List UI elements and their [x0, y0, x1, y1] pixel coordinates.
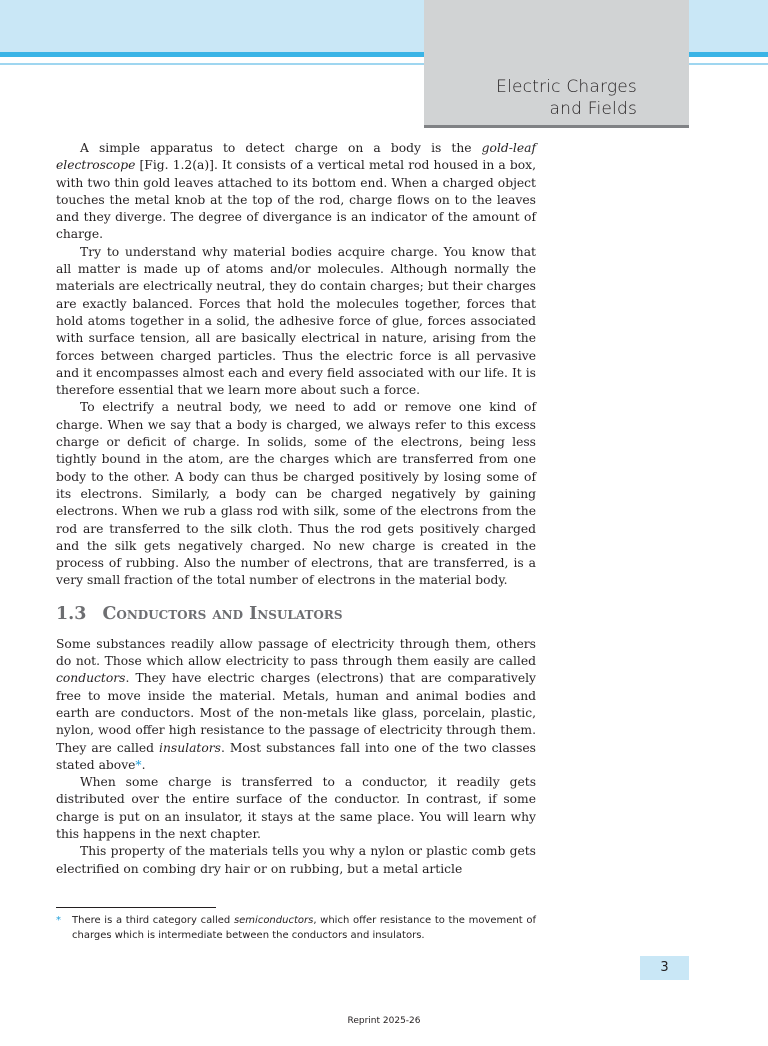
paragraph-comb: This property of the materials tells you why a nylon or plastic comb gets electrified on combing dry hair or on rubbing, but a metal article — [56, 844, 536, 876]
chapter-title-line2: and Fields — [549, 99, 637, 119]
chapter-title-line1: Electric Charges — [496, 77, 637, 97]
chapter-title — [496, 76, 637, 120]
footnote-text: There is a third category called semiconductors, which offer resistance to the movement of charges which is intermediate between the conductors and insulators. — [72, 915, 536, 941]
page-content — [56, 140, 536, 878]
paragraph-electroscope: A simple apparatus to detect charge on a body is the gold-leaf electroscope [Fig. 1.2(a)]. It consists of a vertical metal rod housed in a box, with two thin gold leaves attached to its bottom end. When a charged object touches the metal knob at the top of the rod, charge flows on to the leaves and they diverge. The degree of divergance is an indicator of the amount of charge. — [56, 141, 536, 242]
paragraph-charge-distribution: When some charge is transferred to a conductor, it readily gets distributed over the entire surface of the conductor. In contrast, if some charge is put on an insulator, it stays at the same place. You will learn why this happens in the next chapter. — [56, 775, 536, 841]
footnote-divider — [56, 907, 216, 908]
section-number: 1.3 — [56, 603, 87, 624]
term-semiconductors: semiconductors — [233, 915, 314, 926]
paragraph-electrify: To electrify a neutral body, we need to add or remove one kind of charge. When we say that a body is charged, we always refer to this excess charge or deficit of charge. In solids, some of the electrons, being less tightly bound in the atom, are the charges which are transferred from one body to the other. A body can thus be charged positively by losing some of its electrons. Similarly, a body can be charged negatively by gaining electrons. When we rub a glass rod with silk, some of the electrons from the rod are transferred to the silk cloth. Thus the rod gets positively charged and the silk gets negatively charged. No new charge is created in the process of rubbing. Also the number of electrons, that are transferred, is a very small fraction of the total number of electrons in the material body. — [56, 400, 536, 588]
footnote — [56, 913, 536, 943]
term-insulators: insulators — [159, 740, 221, 755]
section-title: Conductors and Insulators — [102, 603, 343, 624]
paragraph-why-charge: Try to understand why material bodies acquire charge. You know that all matter is made up of atoms and/or molecules. Although normally the materials are electrically neutral, they do contain charges; but their charges are exactly balanced. Forces that hold the molecules together, forces that hold atoms together in a solid, the adhesive force of glue, forces associated with surface tension, all are basically electrical in nature, arising from the forces between charged particles. Thus the electric force is all pervasive and it encompasses almost each and every field associated with our life. It is therefore essential that we learn more about such a force. — [56, 244, 536, 398]
footnote-mark: * — [56, 915, 61, 926]
term-gold-leaf-electroscope: gold-leaf electroscope — [56, 141, 536, 173]
page-number: 3 — [640, 956, 689, 980]
term-conductors: conductors — [56, 671, 126, 686]
chapter-header-box — [424, 0, 689, 128]
footnote-reference[interactable]: * — [135, 757, 142, 772]
paragraph-conductors: Some substances readily allow passage of electricity through them, others do not. Those which allow electricity to pass through them easily are called conductors. They have electric charges (electrons) that are comparatively free to move inside the material. Metals, human and animal bodies and earth are conductors. Most of the non-metals like glass, porcelain, plastic, nylon, wood offer high resistance to the passage of electricity through them. They are called insulators. Most substances fall into one of the two classes stated above*. — [56, 636, 536, 772]
reprint-label: Reprint 2025-26 — [347, 1016, 421, 1026]
section-heading — [56, 603, 536, 625]
